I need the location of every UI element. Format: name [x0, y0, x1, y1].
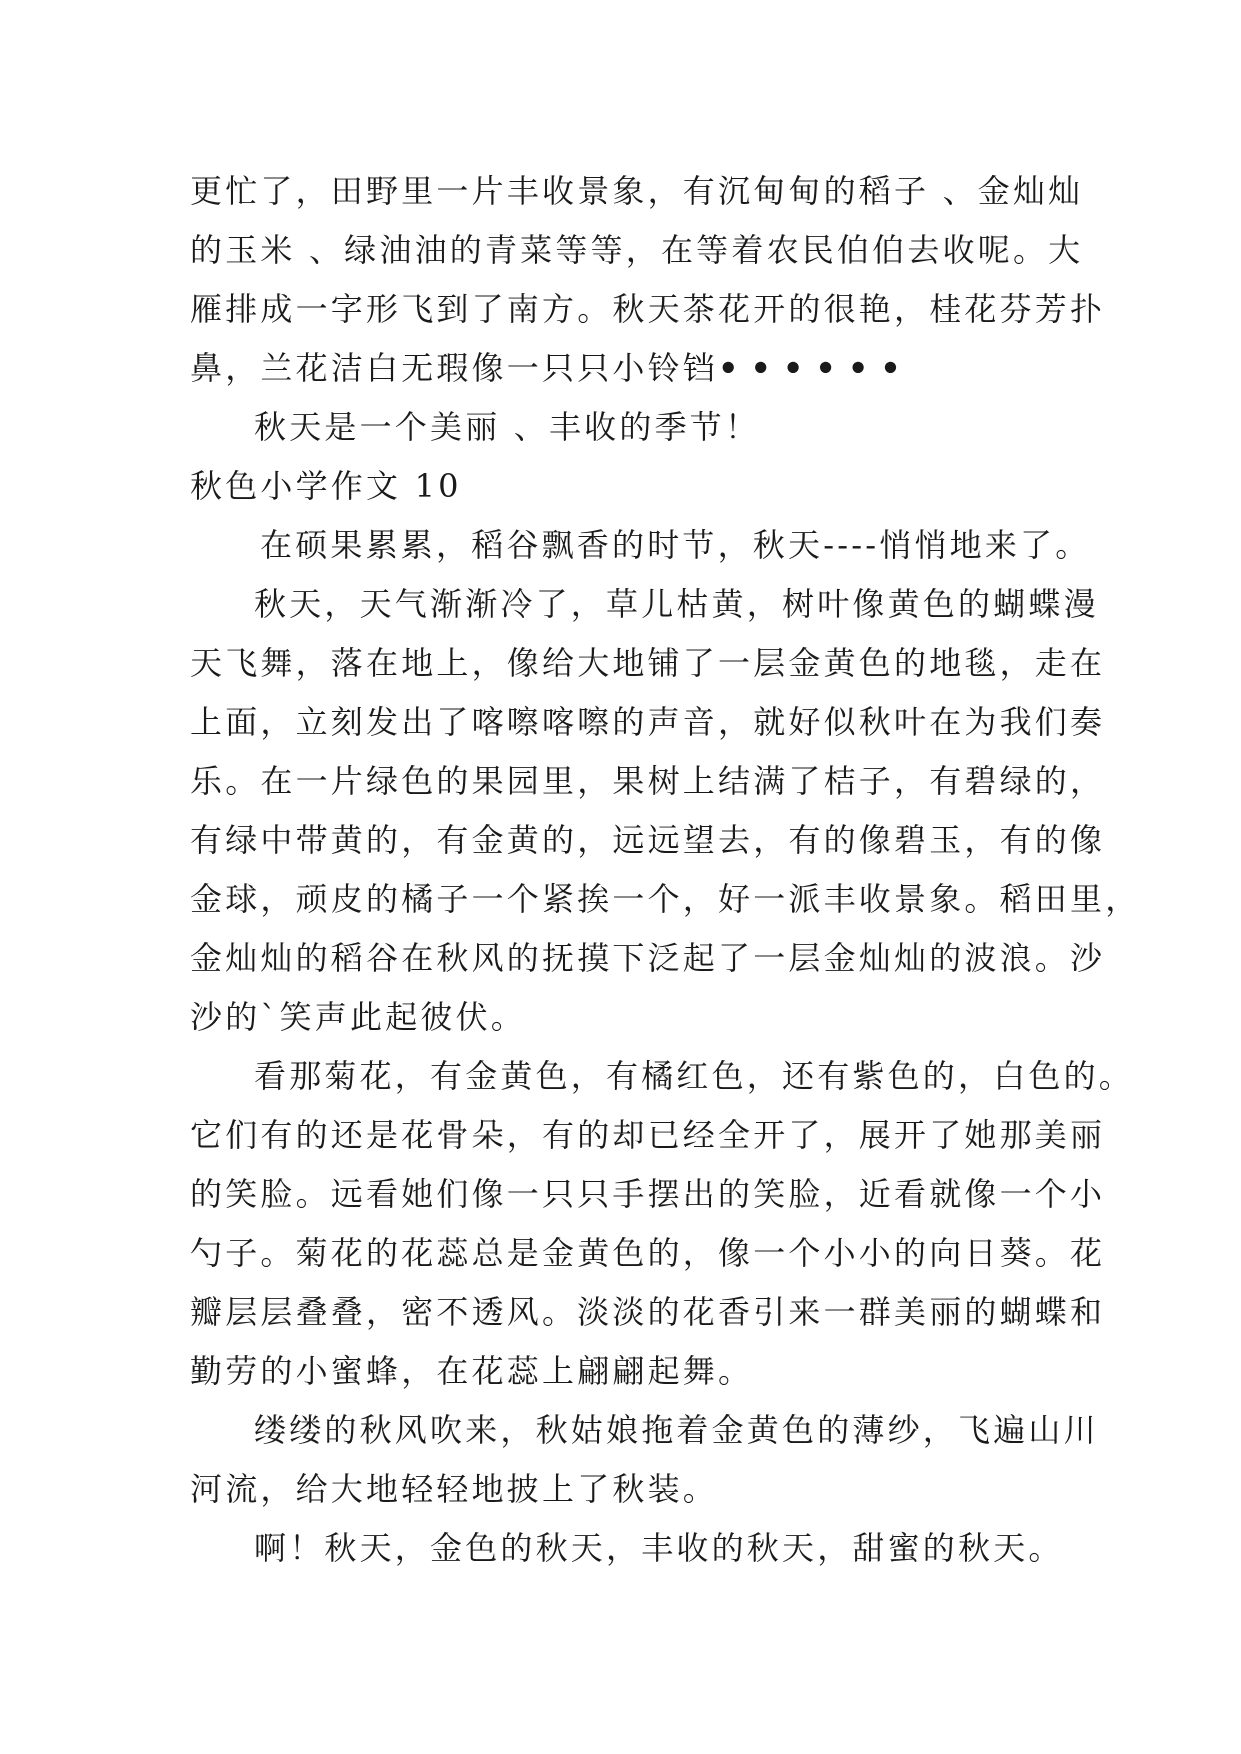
text-line: 它们有的还是花骨朵，有的却已经全开了，展开了她那美丽 [190, 1116, 1106, 1154]
text-line: 天飞舞，落在地上，像给大地铺了一层金黄色的地毯，走在 [190, 644, 1106, 682]
text-line: 雁排成一字形飞到了南方。秋天茶花开的很艳，桂花芬芳扑 [190, 290, 1106, 328]
document-body [190, 162, 1141, 1578]
text-line: 缕缕的秋风吹来，秋姑娘拖着金黄色的薄纱，飞遍山川 [254, 1411, 1099, 1449]
text-line: 的玉米 、绿油油的青菜等等，在等着农民伯伯去收呢。大 [190, 231, 1084, 269]
text-line: 沙的`笑声此起彼伏。 [190, 998, 527, 1036]
paragraph-closing: 秋天是一个美丽 、丰收的季节！ [254, 408, 761, 446]
text-line: 更忙了，田野里一片丰收景象，有沉甸甸的稻子 、金灿灿 [190, 172, 1084, 210]
essay-title: 秋色小学作文 10 [190, 467, 462, 505]
text-line: 有绿中带黄的，有金黄的，远远望去，有的像碧玉，有的像 [190, 821, 1106, 859]
text-fragment: 鼻，兰花洁白无瑕像一只只小铃铛 [190, 349, 719, 387]
text-line: 勤劳的小蜜蜂，在花蕊上翩翩起舞。 [190, 1352, 754, 1390]
text-line: 乐。在一片绿色的果园里，果树上结满了桔子，有碧绿的， [190, 762, 1106, 800]
text-line: 啊！秋天，金色的秋天，丰收的秋天，甜蜜的秋天。 [254, 1529, 1064, 1567]
text-line: 金球，顽皮的橘子一个紧挨一个，好一派丰收景象。稻田里， [190, 880, 1141, 918]
text-line [190, 339, 1080, 398]
paragraph-opening: 在硕果累累，稻谷飘香的时节，秋天----悄悄地来了。 [260, 526, 1091, 564]
text-line: 河流，给大地轻轻地披上了秋装。 [190, 1470, 719, 1508]
text-line: 看那菊花，有金黄色，有橘红色，还有紫色的，白色的。 [254, 1057, 1135, 1095]
text-line: 瓣层层叠叠，密不透风。淡淡的花香引来一群美丽的蝴蝶和 [190, 1293, 1106, 1331]
ellipsis-dots: •••••• [718, 349, 913, 387]
text-line: 上面，立刻发出了喀嚓喀嚓的声音，就好似秋叶在为我们奏 [190, 703, 1106, 741]
text-line: 金灿灿的稻谷在秋风的抚摸下泛起了一层金灿灿的波浪。沙 [190, 939, 1106, 977]
text-line: 秋天，天气渐渐冷了，草儿枯黄，树叶像黄色的蝴蝶漫 [254, 585, 1099, 623]
text-line: 的笑脸。远看她们像一只只手摆出的笑脸，近看就像一个小 [190, 1175, 1106, 1213]
text-line: 勺子。菊花的花蕊总是金黄色的，像一个小小的向日葵。花 [190, 1234, 1106, 1272]
